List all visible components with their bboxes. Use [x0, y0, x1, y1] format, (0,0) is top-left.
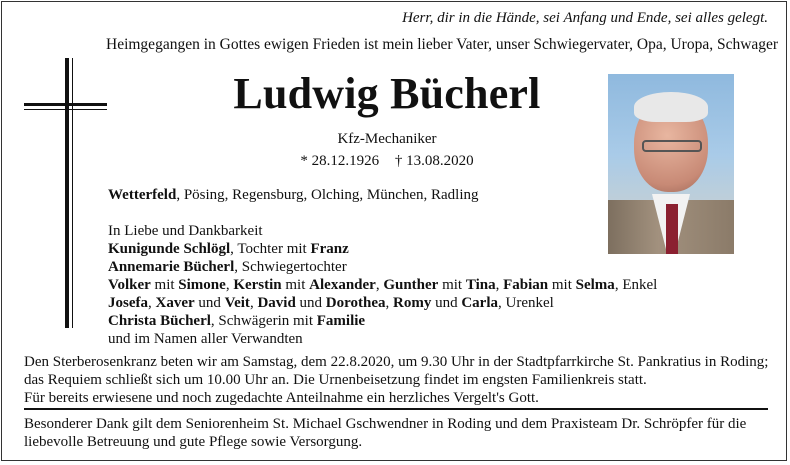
person-name: Fabian: [503, 277, 549, 293]
relation-text: , Tochter mit: [230, 241, 311, 257]
person-name: Franz: [310, 241, 349, 257]
relation-text: und: [194, 295, 225, 311]
person-name: Christa Bücherl: [108, 313, 211, 329]
person-name: Dorothea: [325, 295, 386, 311]
thanks-note: [24, 415, 746, 451]
mourners-line: [108, 258, 657, 276]
person-name: Veit: [224, 295, 250, 311]
person-name: Alexander: [309, 277, 376, 293]
place-bold: Wetterfeld: [108, 187, 177, 203]
motto: Herr, dir in die Hände, sei Anfang und Ende, sei alles gelegt.: [402, 10, 768, 26]
divider: [24, 408, 768, 410]
thanks-line: liebevolle Betreuung und gute Pflege sowie Versorgung.: [24, 434, 363, 450]
person-name: Tina: [465, 277, 496, 293]
person-name: David: [257, 295, 296, 311]
mourners-line: [108, 240, 657, 258]
person-name: Familie: [316, 313, 366, 329]
service-line: Für bereits erwiesene und noch zugedachte Anteilnahme ein herzliches Vergelt's Gott.: [24, 390, 539, 406]
person-name: Annemarie Bücherl: [108, 259, 235, 275]
relation-text: mit: [150, 277, 179, 293]
relation-text: , Enkel: [614, 277, 658, 293]
thanks-line: Besonderer Dank gilt dem Seniorenheim St. Michael Gschwendner in Roding und dem Praxisteam Dr. Schröpfer für die: [24, 416, 747, 432]
mourners-closing: und im Namen aller Verwandten: [108, 331, 303, 347]
person-name: Carla: [461, 295, 498, 311]
person-name: Kunigunde Schlögl: [108, 241, 231, 257]
person-name: Kerstin: [233, 277, 282, 293]
relation-text: ,: [375, 277, 384, 293]
person-name: Simone: [178, 277, 226, 293]
relation-text: mit: [281, 277, 310, 293]
person-name: Romy: [393, 295, 432, 311]
service-info: [24, 353, 768, 407]
mourners-intro: In Liebe und Dankbarkeit: [108, 223, 263, 239]
mourners-line: [108, 276, 657, 294]
birth-date: * 28.12.1926: [300, 153, 380, 169]
relation-text: ,: [148, 295, 156, 311]
relation-text: mit: [438, 277, 466, 293]
mourners-line: [108, 312, 657, 330]
death-date: † 13.08.2020: [394, 153, 474, 169]
relation-text: ,: [225, 277, 234, 293]
deceased-name: Ludwig Bücherl: [233, 69, 541, 118]
relation-text: und: [431, 295, 462, 311]
places-line: [108, 187, 479, 204]
mourners-line: [108, 294, 657, 312]
relation-text: ,: [495, 277, 504, 293]
relation-text: , Schwägerin mit: [210, 313, 317, 329]
relation-text: mit: [548, 277, 576, 293]
occupation: Kfz-Mechaniker: [337, 131, 437, 147]
person-name: Josefa: [108, 295, 148, 311]
service-line: das Requiem schließt sich um 10.00 Uhr an. Die Urnenbeisetzung findet im engsten Familienkreis statt.: [24, 372, 647, 388]
person-name: Volker: [108, 277, 151, 293]
relation-text: ,: [249, 295, 258, 311]
places-rest: , Pösing, Regensburg, Olching, München, Radling: [176, 187, 479, 203]
relation-text: , Urenkel: [498, 295, 554, 311]
intro-text: Heimgegangen in Gottes ewigen Frieden ist mein lieber Vater, unser Schwiegervater, Opa, Uropa, Schwager: [106, 36, 779, 53]
relation-text: , Schwiegertochter: [234, 259, 347, 275]
mourners-list: [108, 222, 657, 348]
relation-text: und: [295, 295, 326, 311]
person-name: Selma: [575, 277, 615, 293]
person-name: Gunther: [383, 277, 439, 293]
relation-text: ,: [385, 295, 393, 311]
service-line: Den Sterberosenkranz beten wir am Samstag, dem 22.8.2020, um 9.30 Uhr in der Stadtpfarrkirche St. Pankratius in Roding;: [24, 354, 769, 370]
person-name: Xaver: [155, 295, 195, 311]
obituary-notice: [1, 1, 787, 461]
